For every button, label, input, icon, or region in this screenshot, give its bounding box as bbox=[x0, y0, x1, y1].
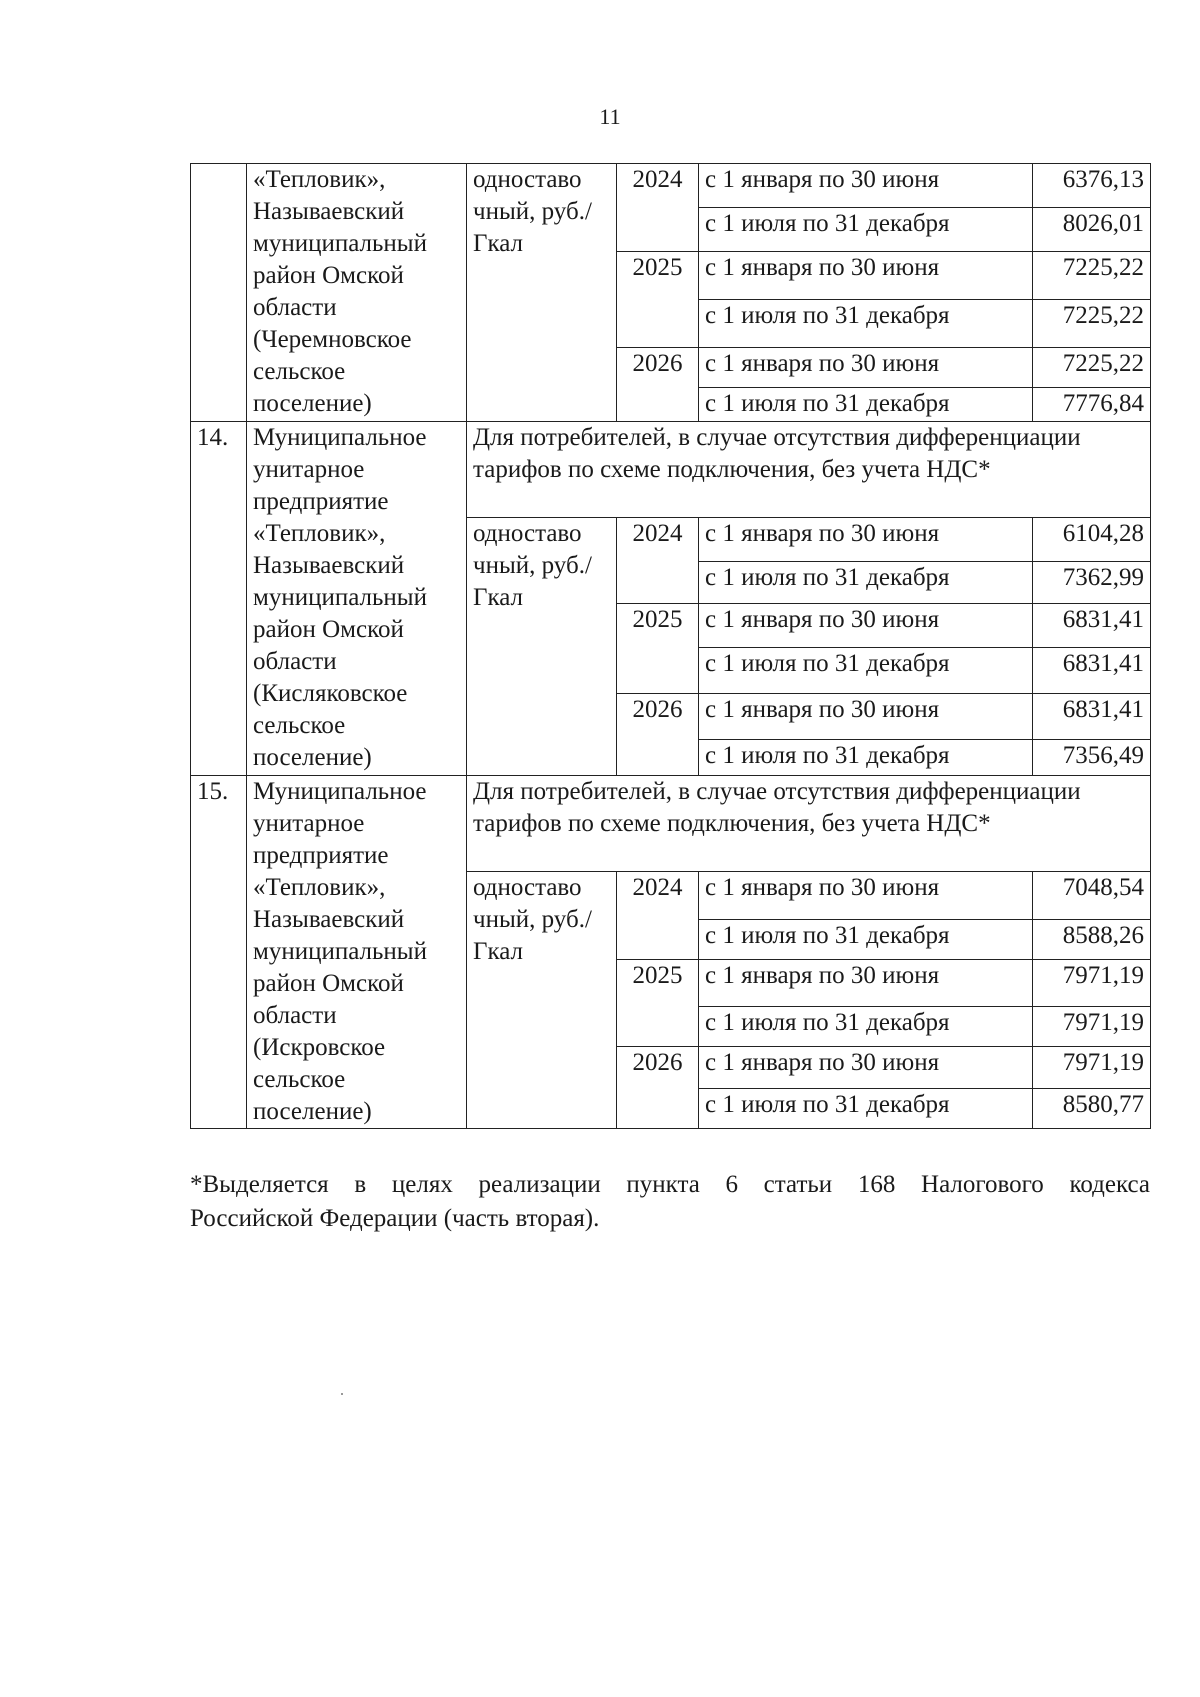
price-cell: 6831,41 bbox=[1033, 604, 1151, 648]
year-cell: 2026 bbox=[617, 1046, 699, 1128]
period-cell: с 1 июля по 31 декабря bbox=[699, 920, 1033, 960]
organization-cell: «Тепловик», Называевский муниципальный район Омской области (Черемновское сельское поселение) bbox=[247, 164, 467, 422]
table-row bbox=[191, 422, 1151, 518]
price-cell: 7776,84 bbox=[1033, 388, 1151, 422]
period-cell: с 1 января по 30 июня bbox=[699, 518, 1033, 562]
period-cell: с 1 июля по 31 декабря bbox=[699, 1006, 1033, 1046]
entry-number: 14. bbox=[191, 422, 247, 776]
period-cell: с 1 июля по 31 декабря bbox=[699, 208, 1033, 252]
period-cell: с 1 января по 30 июня bbox=[699, 1046, 1033, 1088]
year-cell: 2024 bbox=[617, 872, 699, 960]
organization-cell: Муниципальное унитарное предприятие «Тепловик», Называевский муниципальный район Омской области (Искровское сельское поселение) bbox=[247, 776, 467, 1129]
footnote-line-2: Российской Федерации (часть вторая). bbox=[190, 1205, 600, 1232]
scan-speck bbox=[341, 1393, 343, 1395]
period-cell: с 1 января по 30 июня bbox=[699, 960, 1033, 1006]
table-row bbox=[191, 776, 1151, 872]
entry-number: 15. bbox=[191, 776, 247, 1129]
tariff-type: одноставо чный, руб./Гкал bbox=[467, 164, 617, 422]
entry-number bbox=[191, 164, 247, 422]
consumer-note: Для потребителей, в случае отсутствия дифференциации тарифов по схеме подключения, без учета НДС* bbox=[467, 422, 1151, 518]
period-cell: с 1 января по 30 июня bbox=[699, 872, 1033, 920]
tariff-table bbox=[190, 163, 1151, 1129]
period-cell: с 1 января по 30 июня bbox=[699, 164, 1033, 208]
period-cell: с 1 июля по 31 декабря bbox=[699, 562, 1033, 604]
period-cell: с 1 июля по 31 декабря bbox=[699, 740, 1033, 776]
year-cell: 2025 bbox=[617, 604, 699, 694]
period-cell: с 1 июля по 31 декабря bbox=[699, 388, 1033, 422]
year-cell: 2025 bbox=[617, 252, 699, 348]
period-cell: с 1 июля по 31 декабря bbox=[699, 648, 1033, 694]
price-cell: 7048,54 bbox=[1033, 872, 1151, 920]
footnote bbox=[190, 1168, 1150, 1236]
tariff-type: одноставо чный, руб./Гкал bbox=[467, 518, 617, 776]
price-cell: 8588,26 bbox=[1033, 920, 1151, 960]
period-cell: с 1 января по 30 июня bbox=[699, 348, 1033, 388]
price-cell: 7971,19 bbox=[1033, 1046, 1151, 1088]
period-cell: с 1 января по 30 июня bbox=[699, 252, 1033, 300]
table-row bbox=[191, 164, 1151, 208]
year-cell: 2024 bbox=[617, 164, 699, 252]
price-cell: 8580,77 bbox=[1033, 1089, 1151, 1129]
tariff-table-body bbox=[191, 164, 1151, 1129]
price-cell: 6104,28 bbox=[1033, 518, 1151, 562]
tariff-type: одноставо чный, руб./Гкал bbox=[467, 872, 617, 1129]
price-cell: 7362,99 bbox=[1033, 562, 1151, 604]
year-cell: 2026 bbox=[617, 348, 699, 422]
price-cell: 6376,13 bbox=[1033, 164, 1151, 208]
price-cell: 7225,22 bbox=[1033, 300, 1151, 348]
period-cell: с 1 января по 30 июня bbox=[699, 694, 1033, 740]
price-cell: 7225,22 bbox=[1033, 252, 1151, 300]
year-cell: 2025 bbox=[617, 960, 699, 1046]
price-cell: 7356,49 bbox=[1033, 740, 1151, 776]
year-cell: 2026 bbox=[617, 694, 699, 776]
price-cell: 7225,22 bbox=[1033, 348, 1151, 388]
price-cell: 6831,41 bbox=[1033, 694, 1151, 740]
footnote-line-1: *Выделяется в целях реализации пункта 6 статьи 168 Налогового кодекса bbox=[190, 1171, 1150, 1198]
price-cell: 8026,01 bbox=[1033, 208, 1151, 252]
page-number: 11 bbox=[599, 104, 621, 129]
organization-cell: Муниципальное унитарное предприятие «Тепловик», Называевский муниципальный район Омской области (Кисляковское сельское поселение) bbox=[247, 422, 467, 776]
consumer-note: Для потребителей, в случае отсутствия дифференциации тарифов по схеме подключения, без учета НДС* bbox=[467, 776, 1151, 872]
price-cell: 7971,19 bbox=[1033, 1006, 1151, 1046]
year-cell: 2024 bbox=[617, 518, 699, 604]
price-cell: 6831,41 bbox=[1033, 648, 1151, 694]
period-cell: с 1 июля по 31 декабря bbox=[699, 300, 1033, 348]
period-cell: с 1 июля по 31 декабря bbox=[699, 1089, 1033, 1129]
period-cell: с 1 января по 30 июня bbox=[699, 604, 1033, 648]
price-cell: 7971,19 bbox=[1033, 960, 1151, 1006]
